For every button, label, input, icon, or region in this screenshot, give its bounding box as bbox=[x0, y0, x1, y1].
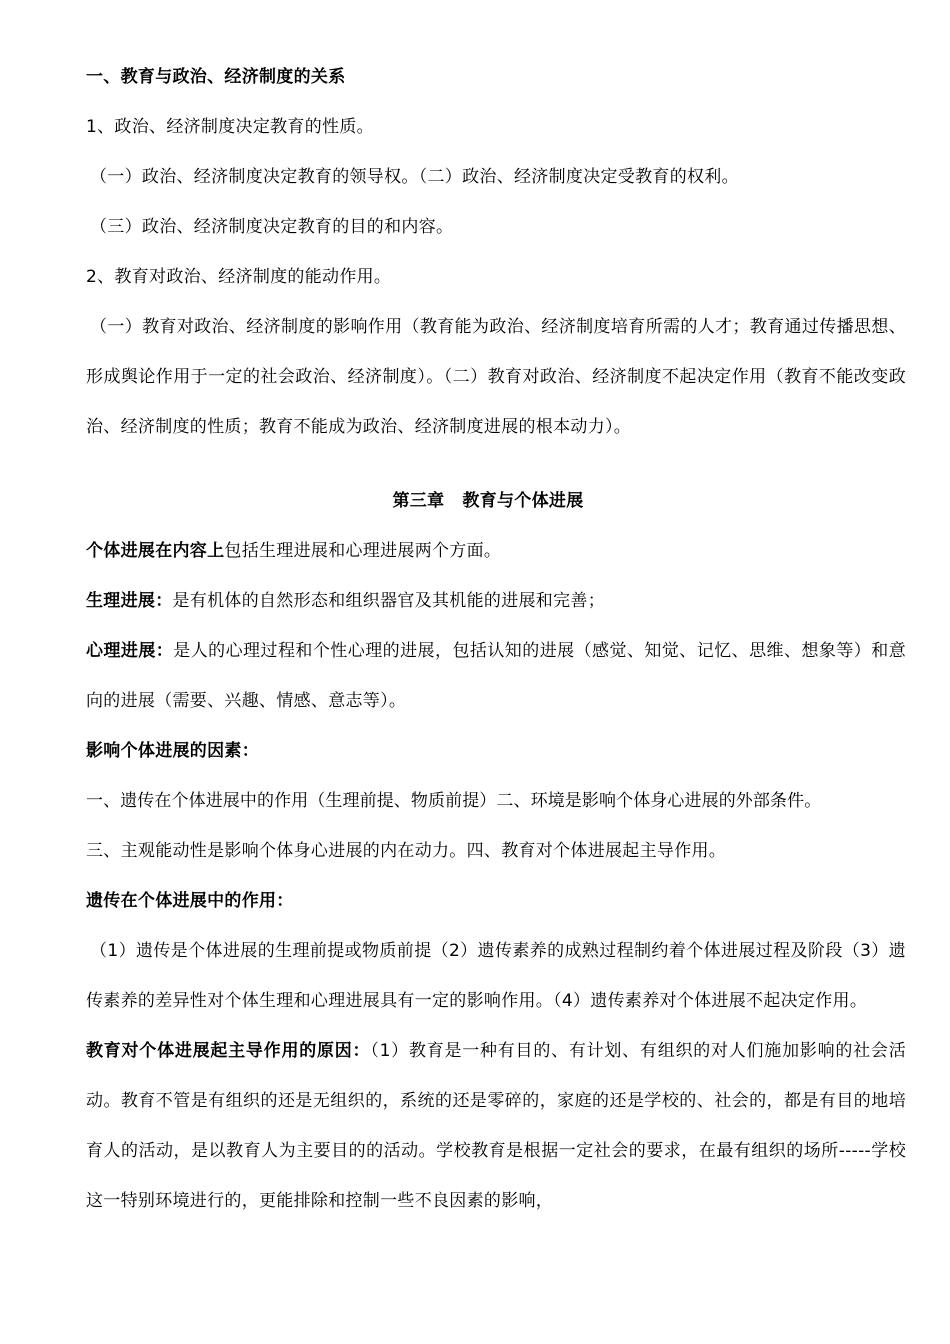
subsection-heading: 影响个体进展的因素： bbox=[86, 741, 259, 761]
term-text: 是人的心理过程和个性心理的进展，包括认知的进展（感觉、知觉、记忆、思维、想象等）和意向的进展（需要、兴趣、情感、意志等）。 bbox=[86, 641, 906, 711]
subsection-heading: 遗传在个体进展中的作用： bbox=[86, 891, 294, 911]
term-text: （1）教育是一种有目的、有计划、有组织的对人们施加影响的社会活动。教育不管是有组织的还是无组织的，系统的还是零碎的，家庭的还是学校的、社会的，都是有目的地培育人的活动，是以教育人为主要目的的活动。学校教育是根据一定社会的要求，在最有组织的场所-----学校这一特别环境进行的，更能排除和控制一些不良因素的影响， bbox=[86, 1041, 906, 1211]
chapter-name: 教育与个体进展 bbox=[462, 491, 584, 511]
paragraph bbox=[86, 1026, 906, 1226]
term-text: 是有机体的自然形态和组织器官及其机能的进展和完善； bbox=[172, 591, 605, 611]
document-page bbox=[86, 52, 906, 1226]
paragraph: （三）政治、经济制度决定教育的目的和内容。 bbox=[90, 217, 454, 237]
chapter-title bbox=[70, 476, 906, 526]
paragraph: 1、政治、经济制度决定教育的性质。 bbox=[86, 117, 374, 137]
term-label: 心理进展： bbox=[86, 641, 174, 661]
paragraph: 2、教育对政治、经济制度的能动作用。 bbox=[86, 267, 392, 287]
term-text: 包括生理进展和心理进展两个方面。 bbox=[224, 541, 502, 561]
term-label: 教育对个体进展起主导作用的原因： bbox=[86, 1041, 371, 1061]
chapter-label: 第三章 bbox=[392, 491, 445, 511]
paragraph: （一）教育对政治、经济制度的影响作用（教育能为政治、经济制度培育所需的人才；教育通过传播思想、形成舆论作用于一定的社会政治、经济制度）。（二）教育对政治、经济制度不起决定作用（教育不能改变政治、经济制度的性质；教育不能成为政治、经济制度进展的根本动力）。 bbox=[86, 317, 906, 437]
paragraph bbox=[86, 576, 906, 626]
paragraph bbox=[86, 526, 906, 576]
paragraph: 一、遗传在个体进展中的作用（生理前提、物质前提）二、环境是影响个体身心进展的外部条件。 bbox=[86, 791, 822, 811]
term-label: 生理进展： bbox=[86, 591, 173, 611]
term-label: 个体进展在内容上 bbox=[86, 541, 225, 561]
section-heading: 一、教育与政治、经济制度的关系 bbox=[86, 67, 346, 87]
paragraph bbox=[86, 626, 906, 726]
paragraph: （1）遗传是个体进展的生理前提或物质前提（2）遗传素养的成熟过程制约着个体进展过程及阶段（3）遗传素养的差异性对个体生理和心理进展具有一定的影响作用。（4）遗传素养对个体进展不起决定作用。 bbox=[86, 941, 906, 1011]
paragraph: （一）政治、经济制度决定教育的领导权。（二）政治、经济制度决定受教育的权利。 bbox=[90, 167, 739, 187]
paragraph: 三、主观能动性是影响个体身心进展的内在动力。四、教育对个体进展起主导作用。 bbox=[86, 841, 727, 861]
